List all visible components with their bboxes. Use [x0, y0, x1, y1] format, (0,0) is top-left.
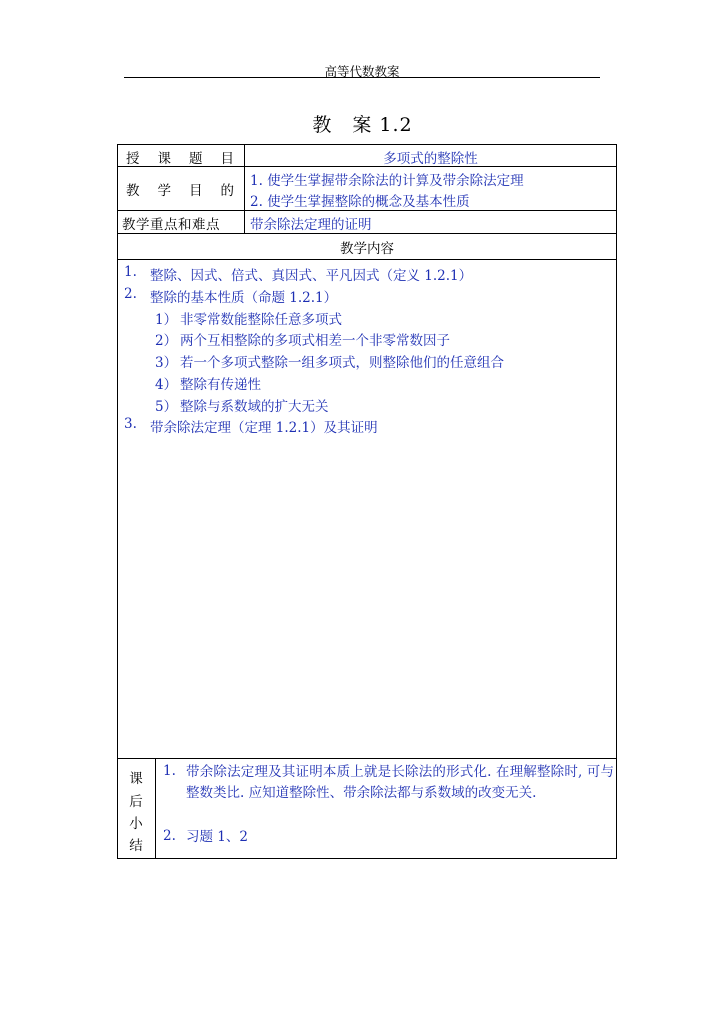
summary-label-char: 课	[129, 771, 143, 787]
content-item: 整除的基本性质（命题 1.2.1）	[150, 290, 338, 306]
topic-value: 多项式的整除性	[383, 151, 478, 167]
goals-label: 教 学 目 的	[126, 183, 234, 199]
summary-label-char: 结	[129, 838, 143, 854]
running-header: 高等代数教案	[324, 64, 400, 79]
sub-item-number: 3）	[155, 355, 178, 371]
key-points-label: 教学重点和难点	[122, 217, 220, 233]
sub-item: 整除有传递性	[180, 377, 261, 393]
header-rule	[124, 77, 600, 78]
column-divider	[155, 758, 156, 859]
sub-item: 整除与系数域的扩大无关	[180, 399, 329, 415]
topic-label: 授 课 题 目	[126, 151, 234, 167]
content-item-number: 1.	[124, 264, 137, 280]
sub-item: 非零常数能整除任意多项式	[180, 312, 342, 328]
sub-item-number: 1）	[155, 312, 178, 328]
row-divider	[117, 210, 617, 211]
goal-item: 2. 使学生掌握整除的概念及基本性质	[250, 194, 470, 210]
content-item-number: 3.	[124, 416, 137, 432]
key-points-value: 带余除法定理的证明	[250, 217, 372, 233]
lesson-title: 教 案 1.2	[312, 114, 413, 136]
row-divider	[117, 233, 617, 234]
content-item-number: 2.	[124, 286, 137, 302]
summary-item: 带余除法定理及其证明本质上就是长除法的形式化. 在理解整除时, 可与整数类比. 应知道整除性、带余除法都与系数域的改变无关.	[186, 764, 614, 801]
content-item: 带余除法定理（定理 1.2.1）及其证明	[150, 420, 378, 436]
content-item: 整除、因式、倍式、真因式、平凡因式（定义 1.2.1）	[150, 268, 473, 284]
summary-label-char: 后	[129, 794, 143, 810]
summary-item-number: 1.	[163, 763, 176, 779]
row-divider	[117, 259, 617, 260]
summary-item: 习题 1、2	[186, 829, 248, 845]
sub-item: 两个互相整除的多项式相差一个非零常数因子	[180, 333, 450, 349]
sub-item-number: 2）	[155, 333, 178, 349]
summary-label-char: 小	[129, 816, 143, 832]
summary-item-number: 2.	[163, 828, 176, 844]
row-divider	[117, 758, 617, 759]
goal-item: 1. 使学生掌握带余除法的计算及带余除法定理	[250, 173, 524, 189]
sub-item-number: 5）	[155, 399, 178, 415]
sub-item-number: 4）	[155, 377, 178, 393]
content-header: 教学内容	[340, 241, 394, 257]
sub-item: 若一个多项式整除一组多项式，则整除他们的任意组合	[180, 355, 504, 371]
